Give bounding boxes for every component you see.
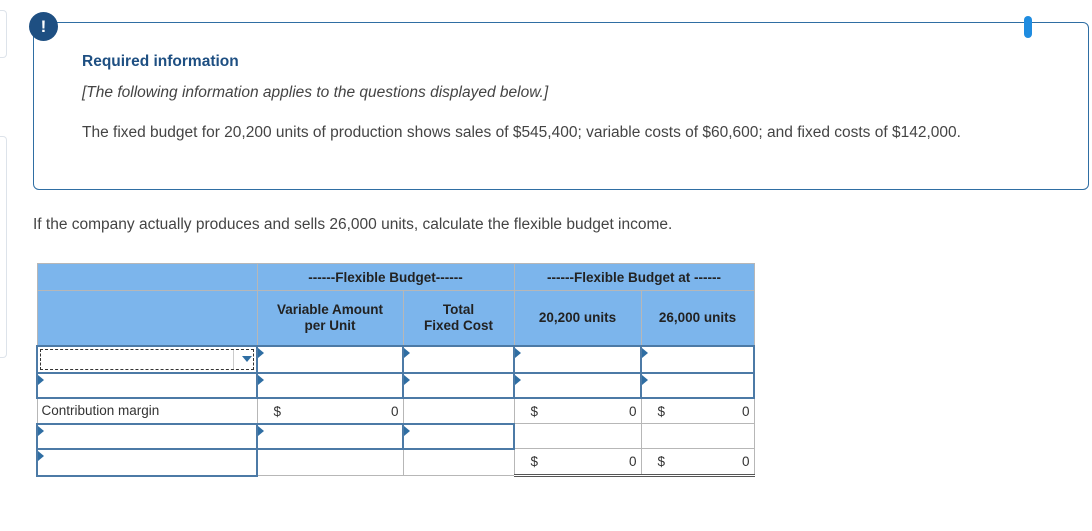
account-input[interactable] bbox=[37, 449, 257, 476]
required-info-box bbox=[33, 22, 1089, 190]
account-input[interactable] bbox=[37, 424, 257, 449]
input-flag-icon bbox=[38, 426, 44, 436]
final-fixed-blank bbox=[403, 449, 514, 476]
final-20200 bbox=[514, 449, 641, 476]
chevron-down-icon[interactable] bbox=[242, 356, 252, 362]
input-flag-icon bbox=[258, 375, 264, 385]
flexible-budget-table bbox=[36, 263, 755, 477]
currency-sign: $ bbox=[530, 403, 539, 419]
account-input[interactable] bbox=[37, 373, 257, 398]
group-header-flexible-budget-at: ------Flexible Budget at ------ bbox=[514, 264, 754, 291]
contribution-total-fixed bbox=[403, 398, 514, 424]
resize-handle[interactable] bbox=[1024, 16, 1032, 38]
col-header-variable-amount: Variable Amount per Unit bbox=[257, 291, 403, 346]
side-panel-edge bbox=[0, 10, 7, 58]
input-flag-icon bbox=[258, 348, 264, 358]
exclamation-icon bbox=[29, 12, 58, 41]
input-flag-icon bbox=[404, 375, 410, 385]
units-26000-blank bbox=[641, 424, 754, 449]
variable-amount-input[interactable] bbox=[257, 346, 403, 373]
units-26000-input[interactable] bbox=[641, 373, 754, 398]
value: 0 bbox=[390, 403, 399, 419]
total-fixed-input[interactable] bbox=[403, 373, 514, 398]
col-header-total-fixed: Total Fixed Cost bbox=[403, 291, 514, 346]
currency-sign: $ bbox=[273, 403, 282, 419]
units-26000-input[interactable] bbox=[641, 346, 754, 373]
value: 0 bbox=[741, 454, 750, 469]
value: 0 bbox=[628, 403, 637, 419]
col-header-26000-units: 26,000 units bbox=[641, 291, 754, 346]
alert-symbol: ! bbox=[40, 16, 47, 36]
contribution-variable-amount bbox=[257, 398, 403, 424]
value: 0 bbox=[628, 454, 637, 469]
contribution-20200 bbox=[514, 398, 641, 424]
input-flag-icon bbox=[258, 426, 264, 436]
final-variable-blank bbox=[257, 449, 403, 476]
header-blank bbox=[37, 264, 257, 291]
input-flag-icon bbox=[404, 426, 410, 436]
total-fixed-input[interactable] bbox=[403, 424, 514, 449]
input-flag-icon bbox=[404, 348, 410, 358]
account-select[interactable] bbox=[37, 346, 257, 373]
input-flag-icon bbox=[642, 348, 648, 358]
value: 0 bbox=[741, 403, 750, 419]
required-info-title: Required information bbox=[82, 53, 239, 70]
input-flag-icon bbox=[515, 348, 521, 358]
header-blank bbox=[37, 291, 257, 346]
select-focus-outline bbox=[40, 349, 254, 370]
units-20200-blank bbox=[514, 424, 641, 449]
units-20200-input[interactable] bbox=[514, 373, 641, 398]
input-flag-icon bbox=[38, 375, 44, 385]
input-flag-icon bbox=[38, 451, 44, 461]
select-divider bbox=[233, 350, 234, 369]
required-info-body: The fixed budget for 20,200 units of production shows sales of $545,400; variable costs of $60,600; and fixed costs of $142,000. bbox=[82, 124, 961, 141]
question-text: If the company actually produces and sells 26,000 units, calculate the flexible budget income. bbox=[33, 216, 673, 233]
variable-amount-input[interactable] bbox=[257, 373, 403, 398]
contribution-26000 bbox=[641, 398, 754, 424]
total-fixed-input[interactable] bbox=[403, 346, 514, 373]
units-20200-input[interactable] bbox=[514, 346, 641, 373]
side-panel-edge bbox=[0, 136, 7, 358]
required-info-note: [The following information applies to the questions displayed below.] bbox=[82, 84, 549, 101]
currency-sign: $ bbox=[657, 403, 666, 419]
contribution-margin-label: Contribution margin bbox=[37, 398, 257, 424]
group-header-flexible-budget: ------Flexible Budget------ bbox=[257, 264, 514, 291]
final-26000 bbox=[641, 449, 754, 476]
col-header-20200-units: 20,200 units bbox=[514, 291, 641, 346]
currency-sign: $ bbox=[657, 454, 666, 469]
variable-amount-input[interactable] bbox=[257, 424, 403, 449]
input-flag-icon bbox=[642, 375, 648, 385]
input-flag-icon bbox=[515, 375, 521, 385]
currency-sign: $ bbox=[530, 454, 539, 469]
